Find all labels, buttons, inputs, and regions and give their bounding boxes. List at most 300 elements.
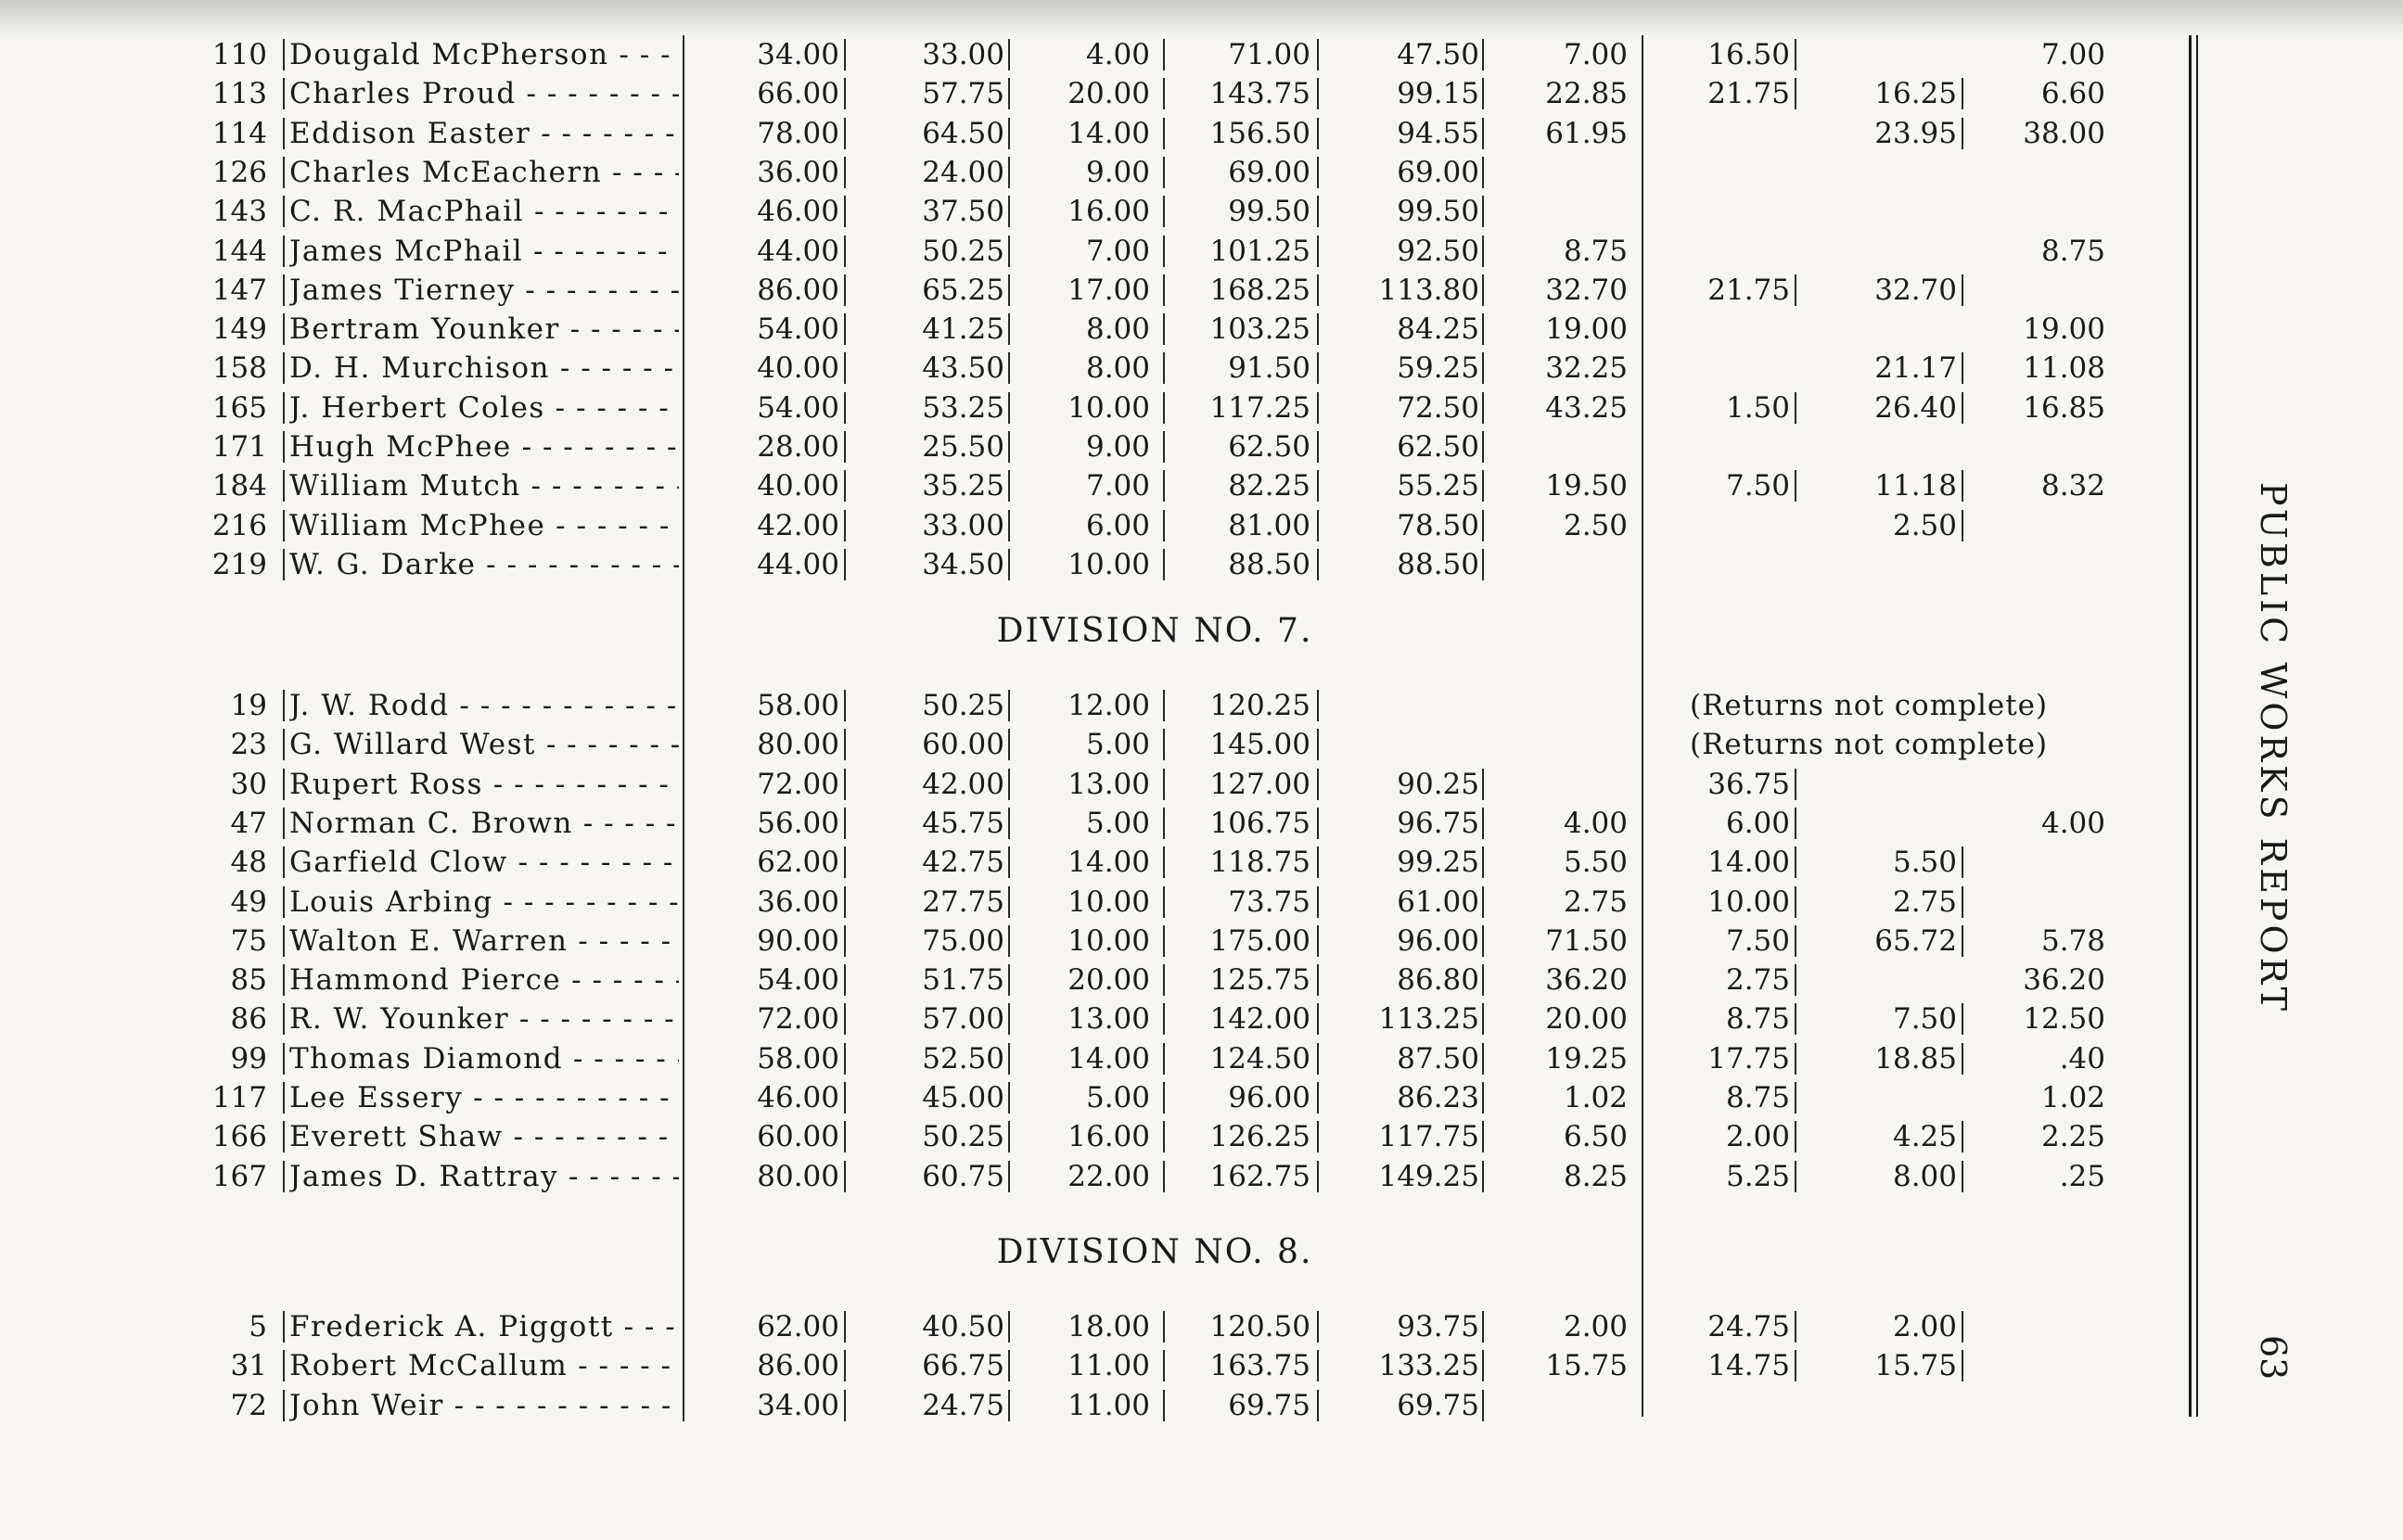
table-row <box>0 765 2226 804</box>
owner-name: Dougald McPherson - - - <box>289 35 679 74</box>
table-row <box>0 1307 2226 1346</box>
amount-c3: 5.00 <box>1085 728 1150 762</box>
column-separator <box>1962 1311 1963 1343</box>
column-separator <box>1163 392 1165 424</box>
column-separator <box>1163 235 1165 267</box>
column-separator <box>1317 690 1319 721</box>
owner-name: J. W. Rodd - - - <box>289 686 679 725</box>
amount-c9: 19.00 <box>2023 312 2105 347</box>
amount-c3: 11.00 <box>1067 1349 1150 1383</box>
amount-c4: 82.25 <box>1228 469 1310 503</box>
column-separator <box>1795 1003 1796 1035</box>
amount-c1: 34.00 <box>757 1388 839 1422</box>
amount-c4: 175.00 <box>1209 923 1310 958</box>
right-rule <box>2189 35 2192 1417</box>
returns-note: (Returns not complete) <box>1690 728 2049 762</box>
amount-c5: 92.50 <box>1397 234 1479 268</box>
amount-c4: 62.50 <box>1228 430 1310 464</box>
owner-name: Rupert Ross - - - <box>289 765 679 804</box>
column-separator <box>283 886 285 918</box>
table-row <box>0 349 2226 388</box>
owner-name: C. R. MacPhail - - - <box>289 192 679 231</box>
amount-c9: 6.60 <box>2040 77 2105 111</box>
lot-number: 5 <box>249 1310 267 1343</box>
amount-c1: 36.00 <box>757 885 839 919</box>
amount-c6: 32.25 <box>1545 351 1628 386</box>
amount-c1: 28.00 <box>757 430 839 464</box>
column-separator <box>1482 925 1484 957</box>
lot-number: 75 <box>230 923 267 958</box>
amount-c5: 84.25 <box>1397 312 1479 347</box>
column-separator <box>283 1003 285 1035</box>
column-separator <box>1795 925 1796 957</box>
column-separator <box>844 196 846 227</box>
column-separator <box>1482 274 1484 306</box>
amount-c2: 50.25 <box>922 689 1004 722</box>
amount-c6: 2.00 <box>1563 1310 1628 1343</box>
column-separator <box>1317 313 1319 345</box>
column-separator <box>1008 925 1010 957</box>
amount-c6: 20.00 <box>1545 1002 1628 1037</box>
amount-c3: 18.00 <box>1067 1310 1150 1343</box>
amount-c3: 17.00 <box>1067 273 1150 307</box>
owner-name: Bertram Younker - - - <box>289 310 679 349</box>
amount-c3: 20.00 <box>1067 963 1150 998</box>
amount-c3: 11.00 <box>1067 1388 1150 1422</box>
amount-c9 <box>1975 883 2105 922</box>
column-separator <box>1317 470 1319 502</box>
column-separator <box>1962 274 1963 306</box>
amount-c4: 162.75 <box>1209 1159 1310 1193</box>
amount-c4: 101.25 <box>1209 234 1310 268</box>
amount-c1: 44.00 <box>757 234 839 268</box>
amount-c5: 88.50 <box>1397 547 1479 581</box>
column-separator <box>1317 886 1319 918</box>
amount-c6 <box>1484 545 1628 584</box>
amount-c1: 54.00 <box>757 963 839 998</box>
column-separator <box>1008 1003 1010 1035</box>
column-separator <box>844 352 846 384</box>
column-separator <box>844 431 846 463</box>
amount-c9: 2.25 <box>2040 1120 2105 1154</box>
column-separator <box>1317 1350 1319 1381</box>
amount-c3: 14.00 <box>1067 1041 1150 1075</box>
table-row <box>0 1117 2226 1156</box>
section-heading: DIVISION NO. 8. <box>996 1233 1313 1271</box>
column-separator <box>1008 886 1010 918</box>
column-separator <box>844 1161 846 1192</box>
amount-c2: 35.25 <box>922 469 1004 503</box>
side-title: PUBLIC WORKS REPORT <box>2253 482 2294 1014</box>
column-separator <box>283 118 285 149</box>
column-separator <box>1163 964 1165 996</box>
column-separator <box>1962 470 1963 502</box>
amount-c1: 80.00 <box>757 728 839 762</box>
column-separator <box>1317 157 1319 188</box>
column-separator <box>1962 1043 1963 1075</box>
amount-c3: 6.00 <box>1085 508 1150 542</box>
table-row <box>0 74 2226 113</box>
amount-c9: 36.20 <box>2023 963 2105 998</box>
column-separator <box>1482 1161 1484 1192</box>
column-separator <box>1317 769 1319 800</box>
amount-c7: 7.50 <box>1725 923 1790 958</box>
amount-c6: 2.50 <box>1563 508 1628 542</box>
owner-name: Eddison Easter - - - <box>289 114 679 153</box>
amount-c1: 62.00 <box>757 1310 839 1343</box>
amount-c7 <box>1651 1386 1790 1425</box>
right-rule-inner <box>2196 35 2198 1417</box>
column-separator <box>1163 690 1165 721</box>
amount-c7: 8.75 <box>1725 1081 1790 1114</box>
column-separator <box>844 39 846 70</box>
amount-c6: 19.00 <box>1545 312 1628 347</box>
amount-c8 <box>1809 192 1957 231</box>
section-heading: DIVISION NO. 7. <box>996 612 1313 650</box>
amount-c3: 16.00 <box>1067 195 1150 229</box>
table-row <box>0 427 2226 466</box>
column-separator <box>283 431 285 463</box>
amount-c3: 7.00 <box>1085 469 1150 503</box>
column-separator <box>1482 431 1484 463</box>
amount-c7: 14.75 <box>1707 1349 1790 1383</box>
amount-c1: 86.00 <box>757 1349 839 1383</box>
column-separator <box>1482 769 1484 800</box>
amount-c6: 19.25 <box>1545 1041 1628 1075</box>
amount-c7: 8.75 <box>1725 1002 1790 1037</box>
amount-c8 <box>1809 1078 1957 1117</box>
amount-c1: 80.00 <box>757 1159 839 1193</box>
column-separator <box>844 1082 846 1114</box>
amount-c2: 66.75 <box>922 1349 1004 1383</box>
amount-c6 <box>1484 427 1628 466</box>
amount-c5: 72.50 <box>1397 390 1479 425</box>
amount-c2: 33.00 <box>922 508 1004 542</box>
owner-name: Hugh McPhee - - - <box>289 427 679 466</box>
amount-c6: 8.25 <box>1563 1159 1628 1193</box>
owner-name: G. Willard West - - - <box>289 725 679 764</box>
lot-number: 158 <box>211 351 267 386</box>
amount-c3: 10.00 <box>1067 923 1150 958</box>
amount-c9: 38.00 <box>2023 116 2105 150</box>
column-separator <box>1163 510 1165 541</box>
column-separator <box>283 1161 285 1192</box>
column-separator <box>1163 39 1165 70</box>
amount-c1: 34.00 <box>757 38 839 71</box>
column-separator <box>1962 78 1963 109</box>
column-separator <box>1008 1311 1010 1343</box>
column-separator <box>1482 510 1484 541</box>
amount-c8 <box>1809 427 1957 466</box>
amount-c2: 50.25 <box>922 1120 1004 1154</box>
table-row <box>0 192 2226 231</box>
owner-name: R. W. Younker - - - <box>289 999 679 1038</box>
amount-c3: 22.00 <box>1067 1159 1150 1193</box>
amount-c2: 45.00 <box>922 1081 1004 1114</box>
owner-name: Hammond Pierce - - - <box>289 961 679 999</box>
lot-number: 31 <box>230 1349 267 1383</box>
amount-c5: 99.50 <box>1397 195 1479 229</box>
column-separator <box>844 1350 846 1381</box>
column-separator <box>1163 1082 1165 1114</box>
amount-c7 <box>1651 192 1790 231</box>
column-separator <box>1317 235 1319 267</box>
column-separator <box>1317 392 1319 424</box>
amount-c3: 9.00 <box>1085 430 1150 464</box>
amount-c4: 124.50 <box>1209 1041 1310 1075</box>
column-separator <box>1962 1161 1963 1192</box>
amount-c8: 2.50 <box>1892 508 1957 542</box>
column-separator <box>1795 846 1796 878</box>
lot-number: 48 <box>230 846 267 880</box>
amount-c2: 75.00 <box>922 923 1004 958</box>
table-row <box>0 388 2226 427</box>
column-separator <box>1482 39 1484 70</box>
amount-c2: 42.00 <box>922 767 1004 801</box>
column-separator <box>1008 1161 1010 1192</box>
amount-c8 <box>1809 153 1957 192</box>
column-separator <box>1962 1350 1963 1381</box>
amount-c8: 23.95 <box>1874 116 1957 150</box>
lot-number: 166 <box>211 1120 267 1154</box>
amount-c5: 99.15 <box>1397 77 1479 111</box>
column-separator <box>1008 392 1010 424</box>
amount-c3: 7.00 <box>1085 234 1150 268</box>
amount-c7: 21.75 <box>1707 273 1790 307</box>
column-separator <box>1482 549 1484 580</box>
owner-name: Walton E. Warren - - - <box>289 922 679 961</box>
lot-number: 72 <box>230 1388 267 1422</box>
amount-c2: 57.75 <box>922 77 1004 111</box>
amount-c1: 66.00 <box>757 77 839 111</box>
amount-c4: 143.75 <box>1209 77 1310 111</box>
amount-c7 <box>1651 114 1790 153</box>
amount-c7 <box>1651 545 1790 584</box>
column-separator <box>1962 1003 1963 1035</box>
column-separator <box>1008 549 1010 580</box>
column-separator <box>844 157 846 188</box>
lot-number: 30 <box>230 767 267 801</box>
amount-c5: 69.00 <box>1397 155 1479 189</box>
amount-c8: 21.17 <box>1874 351 1957 386</box>
amount-c2: 24.75 <box>922 1388 1004 1422</box>
amount-c9 <box>1975 1386 2105 1425</box>
amount-c7 <box>1651 427 1790 466</box>
column-separator <box>1163 78 1165 109</box>
amount-c8: 15.75 <box>1874 1349 1957 1383</box>
column-separator <box>1482 886 1484 918</box>
column-separator <box>1317 431 1319 463</box>
amount-c8: 5.50 <box>1892 846 1957 880</box>
column-separator <box>844 808 846 839</box>
amount-c4: 106.75 <box>1209 806 1310 840</box>
amount-c2: 40.50 <box>922 1310 1004 1343</box>
column-separator <box>1163 1161 1165 1192</box>
amount-c8 <box>1809 310 1957 349</box>
table-row <box>0 545 2226 584</box>
amount-c1: 40.00 <box>757 469 839 503</box>
amount-c4: 120.25 <box>1209 689 1310 722</box>
amount-c9 <box>1975 765 2105 804</box>
amount-c5: 99.25 <box>1397 846 1479 880</box>
table-row <box>0 271 2226 310</box>
amount-c2: 52.50 <box>922 1041 1004 1075</box>
column-separator <box>1008 78 1010 109</box>
amount-c9: .25 <box>2059 1159 2105 1193</box>
amount-c1: 54.00 <box>757 312 839 347</box>
amount-c4: 156.50 <box>1209 116 1310 150</box>
amount-c8 <box>1809 961 1957 999</box>
column-separator <box>1962 510 1963 541</box>
amount-c8: 65.72 <box>1874 923 1957 958</box>
column-separator <box>1163 157 1165 188</box>
table-row <box>0 506 2226 545</box>
amount-c3: 9.00 <box>1085 155 1150 189</box>
column-separator <box>283 1350 285 1381</box>
amount-c5: 87.50 <box>1397 1041 1479 1075</box>
column-separator <box>1317 808 1319 839</box>
amount-c6 <box>1484 725 1628 764</box>
amount-c4: 142.00 <box>1209 1002 1310 1037</box>
amount-c2: 50.25 <box>922 234 1004 268</box>
amount-c7: 1.50 <box>1725 390 1790 425</box>
amount-c7: 16.50 <box>1707 38 1790 71</box>
amount-c6: 32.70 <box>1545 273 1628 307</box>
table-row <box>0 114 2226 153</box>
table-row <box>0 310 2226 349</box>
column-separator <box>1317 1043 1319 1075</box>
amount-c5: 113.25 <box>1378 1002 1479 1037</box>
amount-c6 <box>1484 686 1628 725</box>
amount-c7: 10.00 <box>1707 885 1790 919</box>
amount-c1: 86.00 <box>757 273 839 307</box>
column-separator <box>283 1390 285 1421</box>
amount-c2: 51.75 <box>922 963 1004 998</box>
amount-c4: 103.25 <box>1209 312 1310 347</box>
column-separator <box>1482 157 1484 188</box>
amount-c1: 62.00 <box>757 846 839 880</box>
amount-c5 <box>1326 686 1479 725</box>
owner-name: Thomas Diamond - - - <box>289 1039 679 1078</box>
amount-c7: 5.25 <box>1725 1159 1790 1193</box>
column-separator <box>1482 1043 1484 1075</box>
owner-name: D. H. Murchison - - - <box>289 349 679 388</box>
column-separator <box>1795 470 1796 502</box>
column-separator <box>1795 274 1796 306</box>
table-row <box>0 1039 2226 1078</box>
column-separator <box>1962 925 1963 957</box>
amount-c2: 43.50 <box>922 351 1004 386</box>
amount-c5: 55.25 <box>1397 469 1479 503</box>
amount-c8 <box>1809 804 1957 843</box>
column-separator <box>844 886 846 918</box>
amount-c7: 36.75 <box>1707 767 1790 801</box>
column-separator <box>1317 1311 1319 1343</box>
column-separator <box>1482 118 1484 149</box>
column-separator <box>1795 39 1796 70</box>
amount-c3: 5.00 <box>1085 806 1150 840</box>
owner-name: Garfield Clow - - - <box>289 843 679 882</box>
amount-c5: 86.23 <box>1397 1081 1479 1114</box>
amount-c5: 90.25 <box>1397 767 1479 801</box>
amount-c3: 8.00 <box>1085 351 1150 386</box>
amount-c9 <box>1975 271 2105 310</box>
table-row <box>0 466 2226 505</box>
amount-c6: 61.95 <box>1545 116 1628 150</box>
amount-c8: 26.40 <box>1874 390 1957 425</box>
column-separator <box>1317 846 1319 878</box>
column-separator <box>1008 274 1010 306</box>
column-separator <box>1008 118 1010 149</box>
amount-c1: 78.00 <box>757 116 839 150</box>
column-separator <box>1008 470 1010 502</box>
column-separator <box>1008 431 1010 463</box>
column-separator <box>1008 729 1010 760</box>
amount-c9: 12.50 <box>2023 1002 2105 1037</box>
amount-c7: 7.50 <box>1725 469 1790 503</box>
column-separator <box>844 78 846 109</box>
amount-c5: 69.75 <box>1397 1388 1479 1422</box>
amount-c9: .40 <box>2059 1041 2105 1075</box>
column-separator <box>283 470 285 502</box>
amount-c4: 81.00 <box>1228 508 1310 542</box>
column-separator <box>1795 808 1796 839</box>
amount-c6: 7.00 <box>1563 38 1628 71</box>
column-separator <box>1163 431 1165 463</box>
column-separator <box>844 1043 846 1075</box>
amount-c8: 8.00 <box>1892 1159 1957 1193</box>
lot-number: 126 <box>211 155 267 189</box>
amount-c8: 2.75 <box>1892 885 1957 919</box>
column-separator <box>283 729 285 760</box>
owner-name: Frederick A. Piggott - - - <box>289 1307 679 1346</box>
amount-c6: 36.20 <box>1545 963 1628 998</box>
amount-c3: 10.00 <box>1067 547 1150 581</box>
amount-c5: 78.50 <box>1397 508 1479 542</box>
column-separator <box>1163 470 1165 502</box>
amount-c4: 168.25 <box>1209 273 1310 307</box>
column-separator <box>1317 118 1319 149</box>
amount-c4: 69.00 <box>1228 155 1310 189</box>
column-separator <box>1962 886 1963 918</box>
amount-c9: 5.78 <box>2040 923 2105 958</box>
column-separator <box>1317 1121 1319 1152</box>
amount-c2: 41.25 <box>922 312 1004 347</box>
amount-c9: 8.32 <box>2040 469 2105 503</box>
amount-c6: 43.25 <box>1545 390 1628 425</box>
amount-c7: 24.75 <box>1707 1310 1790 1343</box>
column-separator <box>283 1082 285 1114</box>
amount-c2: 57.00 <box>922 1002 1004 1037</box>
column-separator <box>283 964 285 996</box>
column-separator <box>1163 1003 1165 1035</box>
column-separator <box>844 274 846 306</box>
column-separator <box>1008 846 1010 878</box>
amount-c4: 145.00 <box>1209 728 1310 762</box>
column-separator <box>1163 1350 1165 1381</box>
column-separator <box>283 925 285 957</box>
column-separator <box>1795 964 1796 996</box>
amount-c6: 19.50 <box>1545 469 1628 503</box>
owner-name: William McPhee - - - <box>289 506 679 545</box>
lot-number: 216 <box>211 508 267 542</box>
column-separator <box>283 157 285 188</box>
amount-c4: 127.00 <box>1209 767 1310 801</box>
amount-c7: 21.75 <box>1707 77 1790 111</box>
column-separator <box>844 769 846 800</box>
lot-number: 149 <box>211 312 267 347</box>
amount-c1: 54.00 <box>757 390 839 425</box>
